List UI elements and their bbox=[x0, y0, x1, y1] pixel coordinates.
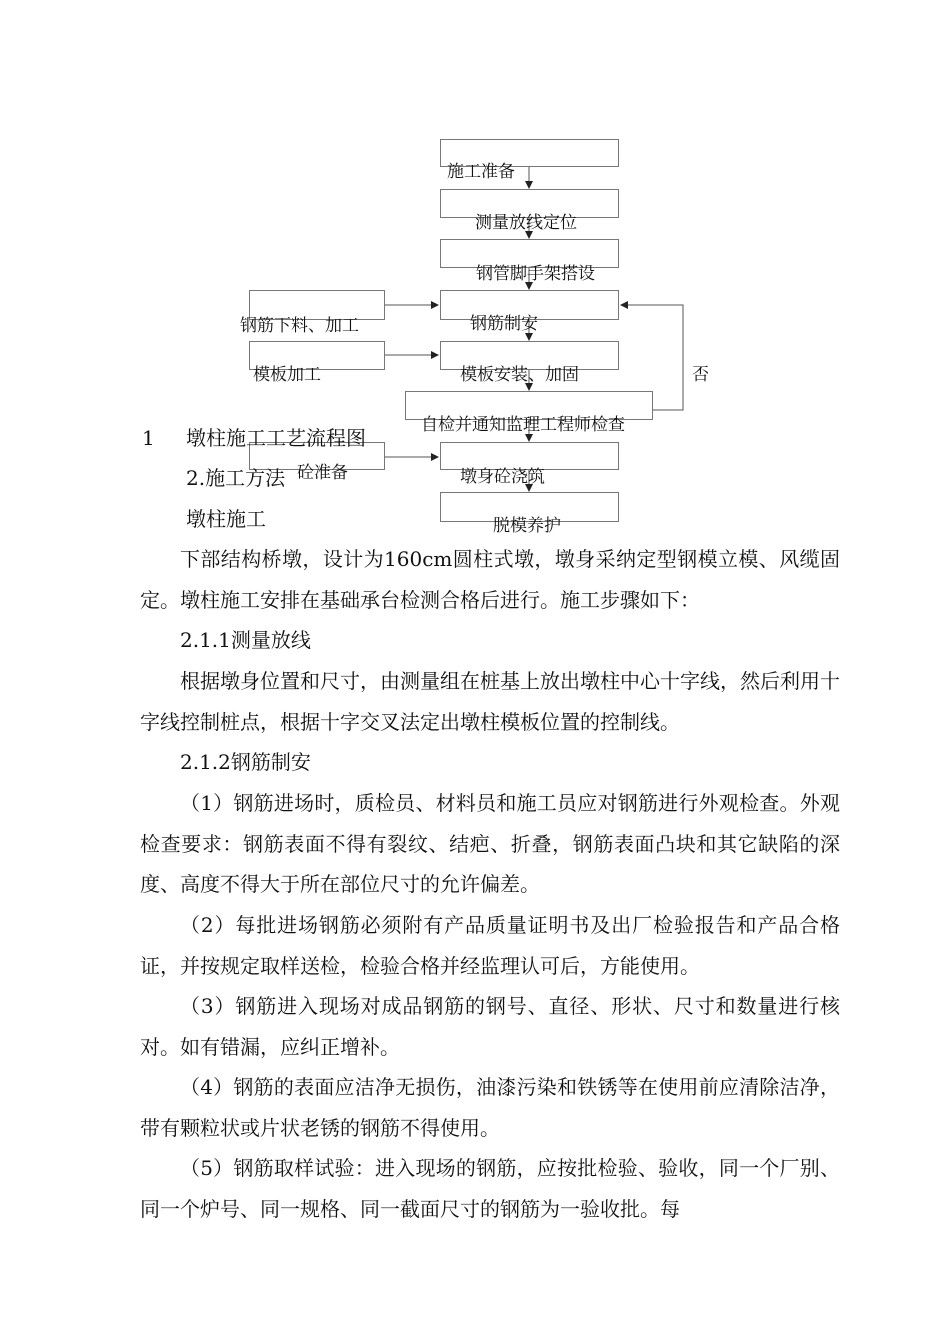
heading-survey: 2.1.1测量放线 bbox=[180, 628, 311, 652]
paragraph-intro: 下部结构桥墩，设计为160cm圆柱式墩，墩身采纳定型钢模立模、风缆固定。墩柱施工安排在基础承台检测合格后进行。施工步骤如下： bbox=[140, 547, 840, 612]
heading-construction-method: 2.施工方法 bbox=[186, 466, 286, 490]
paragraph-rebar-1: （1）钢筋进场时，质检员、材料员和施工员应对钢筋进行外观检查。外观检查要求：钢筋表面不得有裂纹、结疤、折叠，钢筋表面凸块和其它缺陷的深度、高度不得大于所在部位尺寸的允许偏差。 bbox=[140, 791, 840, 897]
figure-number: 1 bbox=[142, 426, 155, 450]
heading-rebar: 2.1.2钢筋制安 bbox=[180, 750, 311, 774]
figure-caption: 墩柱施工工艺流程图 bbox=[186, 426, 366, 450]
flow-label-pour: 墩身砼浇筑 bbox=[460, 467, 545, 487]
flow-side-label-rebar: 钢筋下料、加工 bbox=[240, 316, 359, 336]
flow-label-no: 否 bbox=[692, 365, 709, 385]
flow-side-label-formwork: 模板加工 bbox=[253, 365, 321, 385]
flow-label-scaffold: 钢管脚手架搭设 bbox=[476, 264, 595, 284]
flow-label-prepare: 施工准备 bbox=[447, 162, 515, 182]
paragraph-rebar-2: （2）每批进场钢筋必须附有产品质量证明书及出厂检验报告和产品合格证，并按规定取样送检，检验合格并经监理认可后，方能使用。 bbox=[140, 913, 840, 978]
heading-pier-construction: 墩柱施工 bbox=[186, 507, 266, 531]
paragraph-rebar-3: （3）钢筋进入现场对成品钢筋的钢号、直径、形状、尺寸和数量进行核对。如有错漏，应纠正增补。 bbox=[140, 994, 840, 1059]
flow-label-cure: 脱模养护 bbox=[493, 516, 561, 536]
paragraph-rebar-4: （4）钢筋的表面应洁净无损伤，油漆污染和铁锈等在使用前应清除洁净，带有颗粒状或片状老锈的钢筋不得使用。 bbox=[140, 1075, 840, 1140]
paragraph-rebar-5: （5）钢筋取样试验：进入现场的钢筋，应按批检验、验收，同一个厂别、同一个炉号、同一规格、同一截面尺寸的钢筋为一验收批。每 bbox=[140, 1156, 840, 1221]
flow-side-label-concrete: 砼准备 bbox=[297, 463, 348, 483]
flow-label-formwork: 模板安装、加固 bbox=[460, 365, 579, 385]
flow-box-pour bbox=[440, 442, 619, 470]
paragraph-survey: 根据墩身位置和尺寸，由测量组在桩基上放出墩柱中心十字线，然后利用十字线控制桩点，根据十字交叉法定出墩柱模板位置的控制线。 bbox=[140, 669, 840, 734]
flow-label-survey: 测量放线定位 bbox=[475, 213, 577, 233]
flow-label-inspect: 自检并通知监理工程师检查 bbox=[421, 415, 625, 435]
flow-label-rebar: 钢筋制安 bbox=[470, 314, 538, 334]
